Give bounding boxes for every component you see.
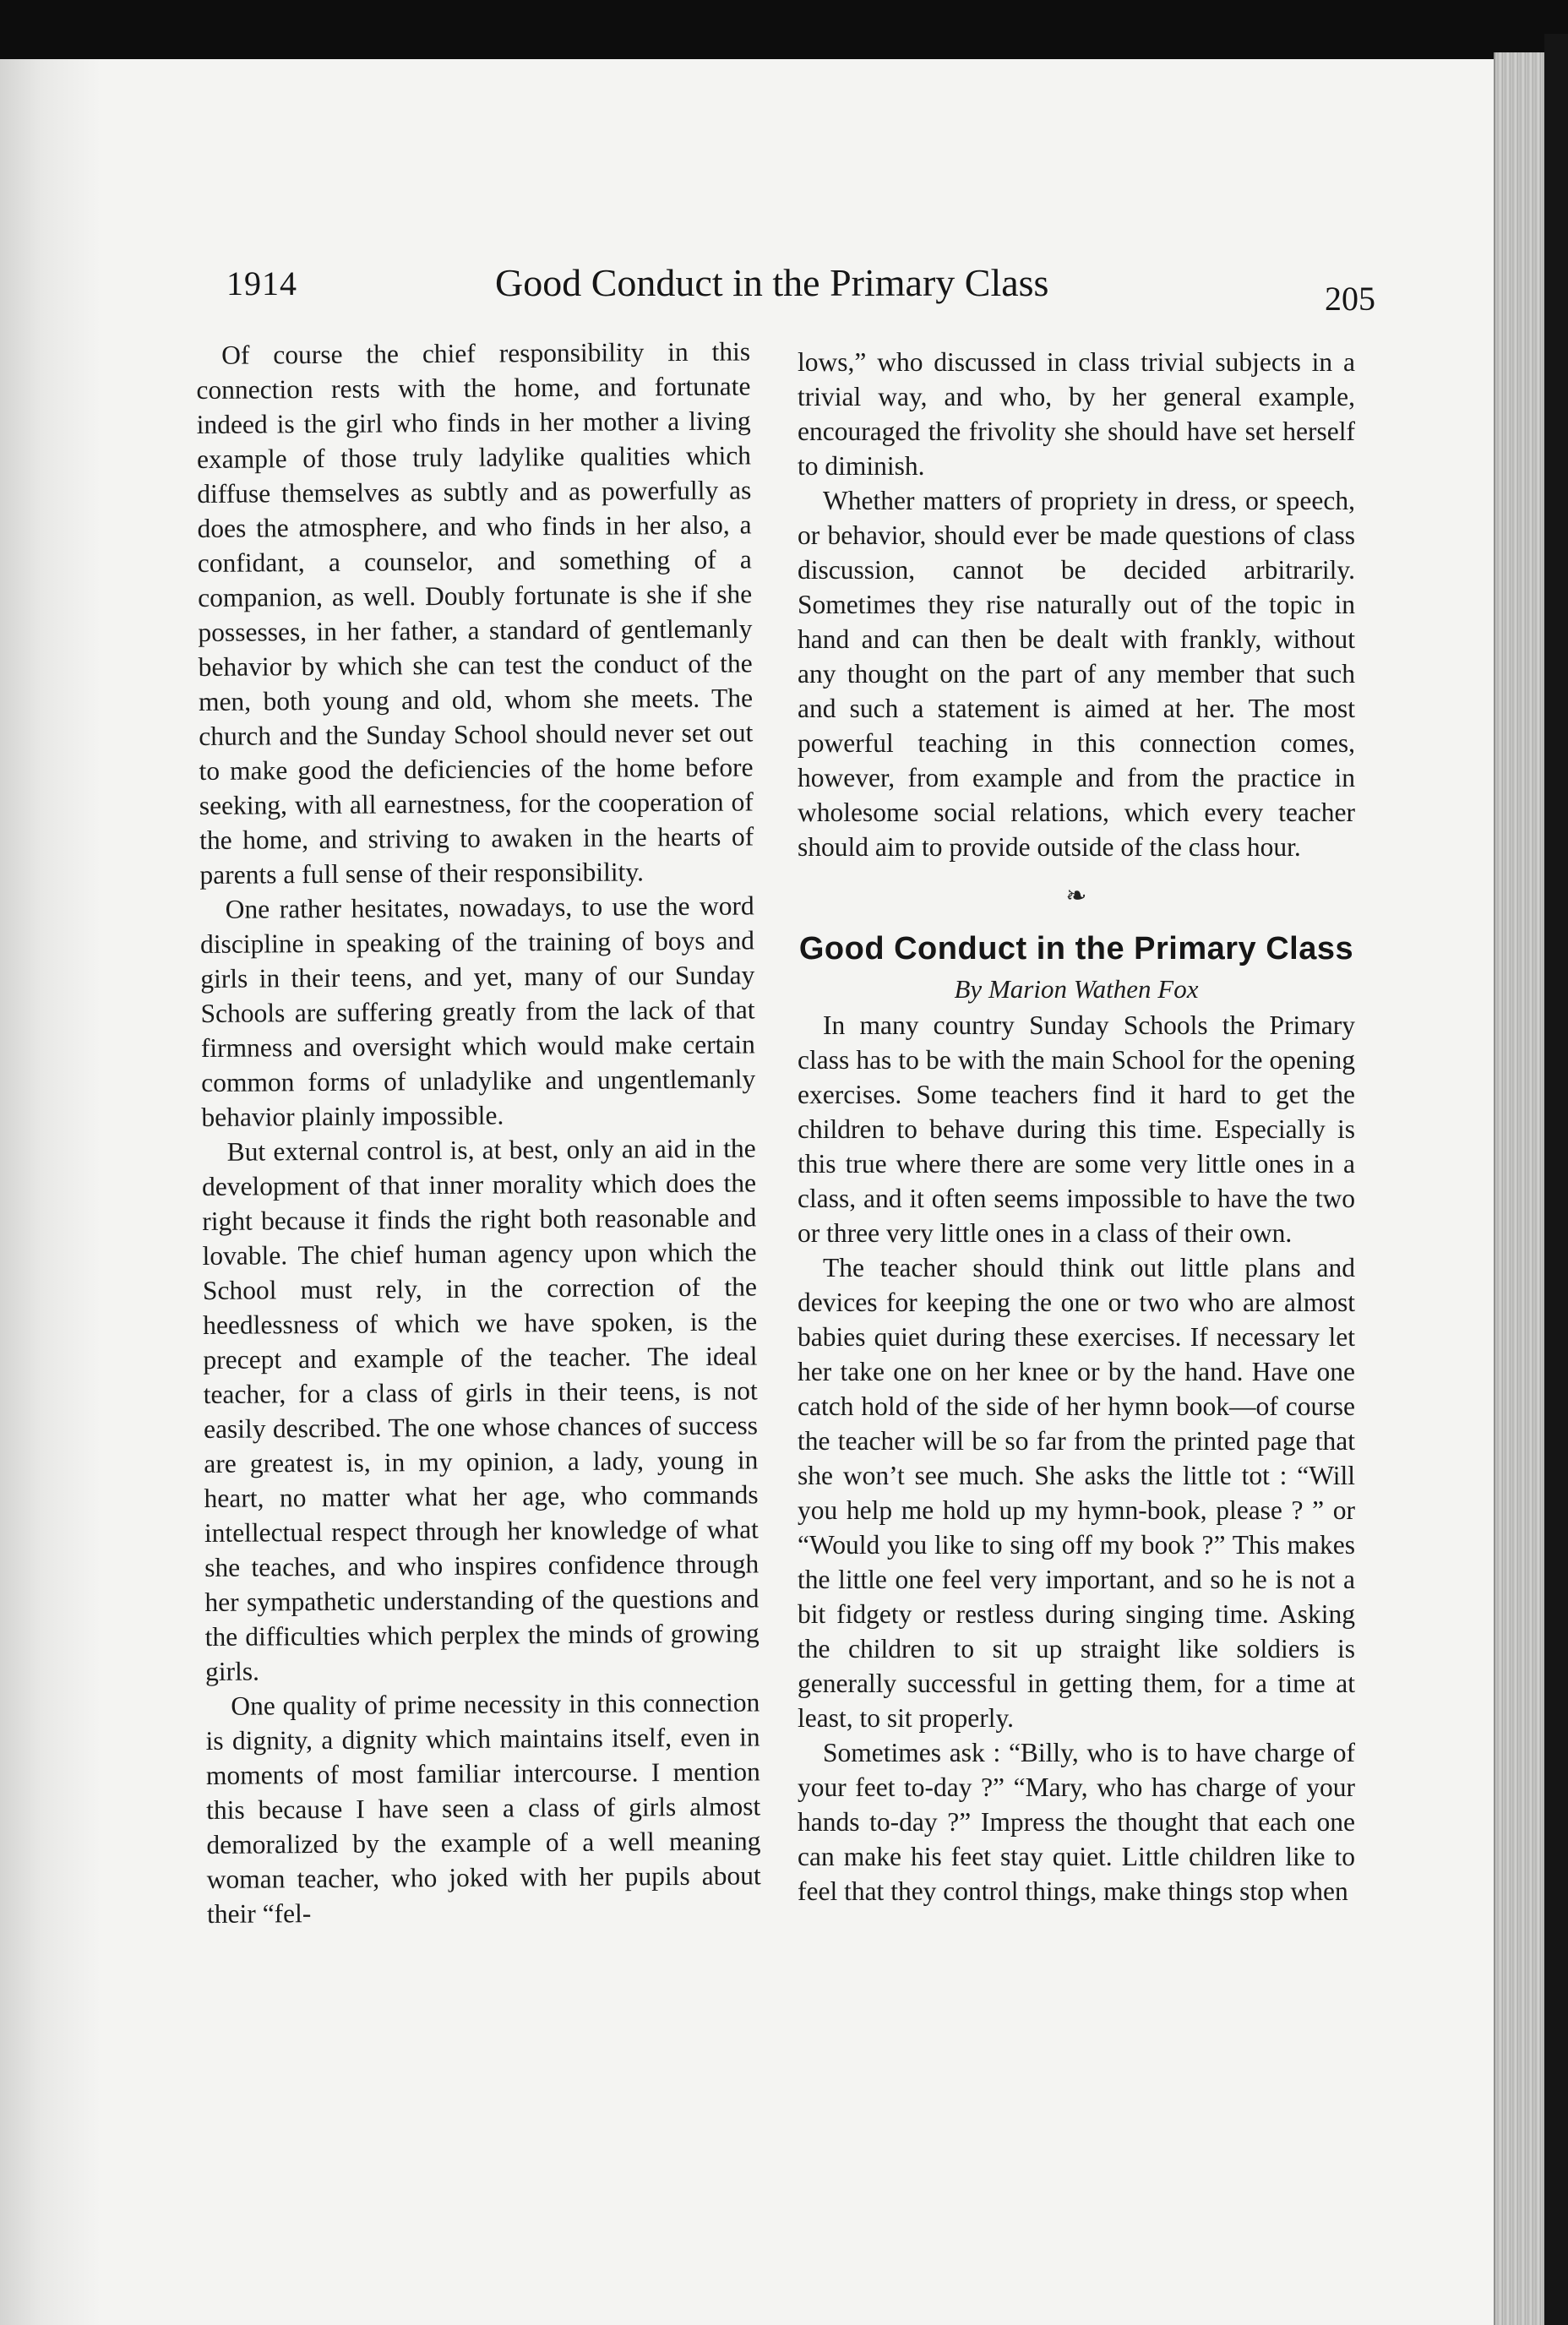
- paragraph: One quality of prime necessity in this connection is dignity, a dignity which maintains itself, even in moments of most familiar intercourse. I mention this because I have seen a class of girls almost demoralized by the example of a well meaning woman teacher, who joked with her pupils about their “fel-: [205, 1687, 761, 1929]
- binding-gutter-shadow: [0, 59, 101, 2325]
- paragraph: Whether matters of propriety in dress, or speech, or behavior, should ever be made questions of class discussion, cannot be decided arbitrarily. Sometimes they rise naturally out of the topic in hand and can then be dealt with frankly, without any thought on the part of any member that such and such a statement is aimed at her. The most powerful teaching in this connection comes, however, from example and from the practice in wholesome social relations, which every teacher should aim to provide outside of the class hour.: [798, 486, 1355, 862]
- paragraph: In many country Sunday Schools the Primary class has to be with the main School for the opening exercises. Some teachers find it hard to get the children to behave during this time. Especially is this true where there are some very little ones in a class, and it often seems impossible to have the two or three very little ones in a class of their own.: [798, 1010, 1355, 1248]
- paragraph: The teacher should think out little plans and devices for keeping the one or two who are almost babies quiet during these exercises. If necessary let her take one on her knee or by the hand. Have one catch hold of the side of her hymn book—of course the teacher will be so far from the printed page that she won’t see much. She asks the little tot : “Will you help me hold up my hymn-book, please ? ” or “Would you like to sing off my book ?” This makes the little one feel very important, and so he is not a bit fidgety or restless during singing time. Asking the children to sit up straight like soldiers is generally successful in getting them, for a time at least, to sit properly.: [798, 1253, 1355, 1733]
- paragraph: Sometimes ask : “Billy, who is to have charge of your feet to-day ?” “Mary, who has charge of your hands to-day ?” Impress the thought that each one can make his feet stay quiet. Little children like to feel that they control things, make things stop when: [798, 1738, 1355, 1906]
- paragraph: One rather hesitates, nowadays, to use the word discipline in speaking of the training of boys and girls in their teens, and yet, many of our Sunday Schools are suffering greatly from the lack of that firmness and oversight which would make certain common forms of unladylike and ungentlemanly behavior plainly impossible.: [199, 890, 756, 1132]
- stacked-page-edges: [1494, 52, 1546, 2325]
- article-byline: By Marion Wathen Fox: [954, 974, 1199, 1004]
- right-column: [798, 345, 1355, 1908]
- section-ornament: ❧: [1065, 882, 1087, 910]
- header-year: 1914: [226, 264, 297, 302]
- page-number: 205: [1325, 280, 1375, 318]
- paragraph: Of course the chief responsibility in this connection rests with the home, and fortunate indeed is the girl who finds in her mother a living example of those truly ladylike qualities which diffuse themselves as subtly and as powerfully as does the atmosphere, and who finds in her also, a confidant, a counselor, and something of a companion, as well. Doubly fortunate is she if she possesses, in her father, a standard of gentlemanly behavior by which she can test the conduct of the men, both young and old, whom she meets. The church and the Sunday School should never set out to make good the deficiencies of the home before seeking, with all earnestness, for the cooperation of the home, and striving to awaken in the hearts of parents a full sense of their responsibility.: [196, 336, 754, 890]
- book-cover-edge: [1544, 34, 1568, 2325]
- running-header: [226, 260, 1375, 328]
- left-column: [196, 334, 761, 1931]
- header-title: Good Conduct in the Primary Class: [495, 261, 1049, 304]
- article-title: Good Conduct in the Primary Class: [798, 931, 1354, 966]
- paragraph: lows,” who discussed in class trivial subjects in a trivial way, and who, by her general example, encouraged the frivolity she should have set herself to diminish.: [798, 347, 1355, 481]
- paragraph: But external control is, at best, only an aid in the development of that inner morality which does the right because it finds the right both reasonable and lovable. The chief human agency upon which the School must rely, in the correction of the heedlessness of which we have spoken, is the precept and example of the teacher. The ideal teacher, for a class of girls in their teens, is not easily described. The one whose chances of success are greatest is, in my opinion, a lady, young in heart, no matter what her age, who commands intellectual respect through her knowledge of what she teaches, and who inspires confidence through her sympathetic understanding of the questions and the difficulties which perplex the minds of growing girls.: [201, 1133, 760, 1686]
